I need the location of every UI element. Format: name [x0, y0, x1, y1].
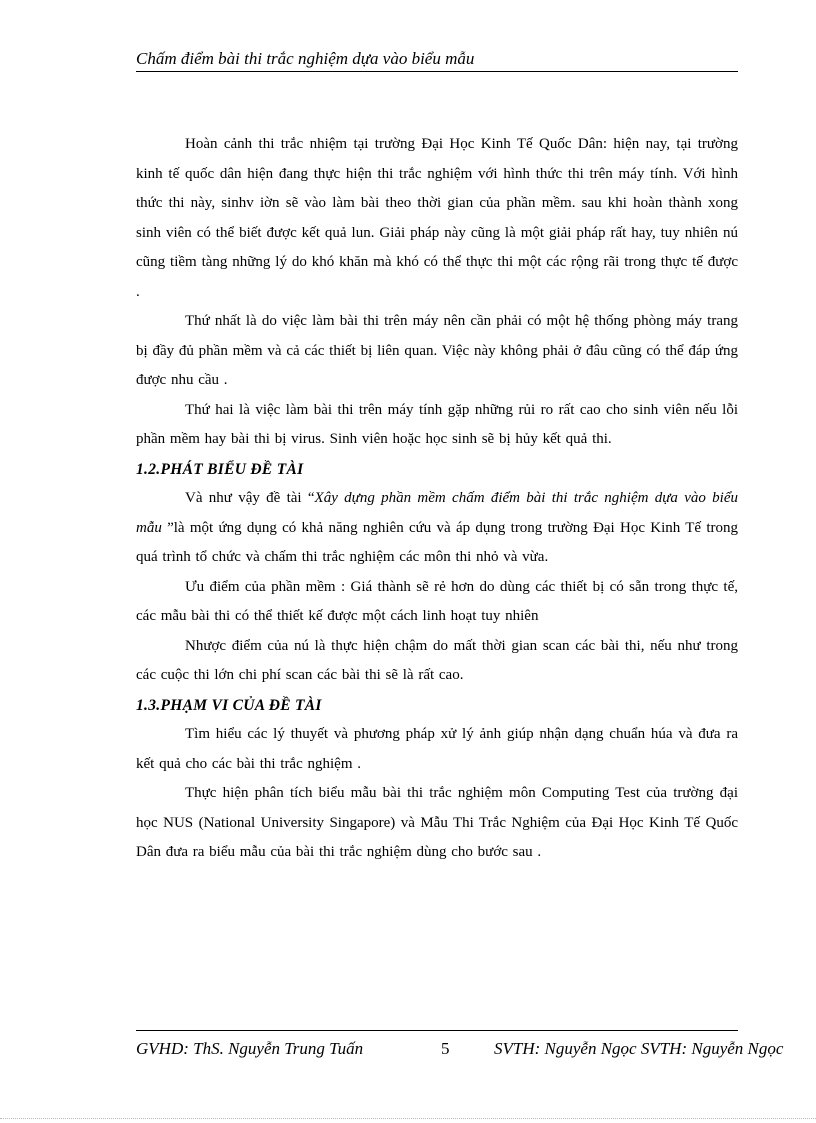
topic-intro: Và như vậy đề tài “: [185, 490, 315, 506]
paragraph-advantages: Ưu điểm của phần mềm : Giá thành sẽ rẻ hơn do dùng các thiết bị có sẵn trong thực tế, các mẫu bài thi có thể thiết kế được một cách linh hoạt tuy nhiên: [136, 578, 738, 624]
header-title: Chấm điểm bài thi trắc nghiệm dựa vào biểu mẫu: [136, 49, 475, 68]
footer-student: SVTH: Nguyễn Ngọc SVTH: Nguyễn Ngọc: [494, 1039, 784, 1058]
document-body: [136, 130, 738, 868]
page-header: [136, 48, 738, 72]
section-heading-problem-statement: 1.2.PHÁT BIỂU ĐỀ TÀI: [136, 460, 304, 478]
paragraph-topic: [136, 484, 738, 573]
page-bottom-dotted-line: [0, 1118, 816, 1119]
paragraph-scope-analysis: Thực hiện phân tích biểu mẫu bài thi trắc nghiệm môn Computing Test của trường đại học NUS (National University Singapore) và Mẫu Thi Trắc Nghiệm của Đại Học Kinh Tế Quốc Dân đưa ra biểu mẫu của bài thi trắc nghiệm dùng cho bước sau .: [136, 785, 738, 860]
paragraph-context: Hoàn cảnh thi trắc nhiệm tại trường Đại Học Kinh Tế Quốc Dân: hiện nay, tại trường kinh tế quốc dân hiện đang thực hiện thi trắc nghiệm với hình thức thi trên máy tính. Với hình thức thi này, sinhv iờn sẽ vào làm bài theo thời gian của phần mềm. sau khi hoàn thành xong sinh viên có thể biết được kết quả lun. Giải pháp này cũng là một giải pháp rất hay, tuy nhiên nú cũng tiềm tàng những lý do khó khăn mà khó có thể thực thi một các rộng rãi trong thực tế được .: [136, 136, 738, 300]
footer-advisor: GVHD: ThS. Nguyễn Trung Tuấn: [136, 1039, 364, 1058]
topic-title: Xây dựng phần mềm chấm điểm bài thi trắc nghiệm dựa vào biểu mẫu: [136, 490, 738, 536]
footer-divider: [136, 1030, 738, 1031]
paragraph-scope-theory: Tìm hiểu các lý thuyết và phương pháp xử lý ảnh giúp nhận dạng chuẩn húa và đưa ra kết quả cho các bài thi trắc nghiệm .: [136, 726, 738, 772]
page-number: 5: [441, 1039, 450, 1058]
paragraph-second-reason: Thứ hai là việc làm bài thi trên máy tính gặp những rủi ro rất cao cho sinh viên nếu lỗi phần mềm hay bài thi bị virus. Sinh viên hoặc học sinh sẽ bị hủy kết quả thi.: [136, 401, 738, 447]
paragraph-first-reason: Thứ nhất là do việc làm bài thi trên máy nên cần phải có một hệ thống phòng máy trang bị đầy đủ phần mềm và cả các thiết bị liên quan. Việc này không phải ở đâu cũng có thể đáp ứng được nhu cầu .: [136, 313, 738, 388]
paragraph-disadvantages: Nhược điểm của nú là thực hiện chậm do mất thời gian scan các bài thi, nếu như trong các cuộc thi lớn chi phí scan các bài thi sẽ là rất cao.: [136, 637, 738, 683]
topic-description: ”là một ứng dụng có khả năng nghiên cứu và áp dụng trong trường Đại Học Kinh Tế trong quá trình tổ chức và chấm thi trắc nghiệm các môn thi nhỏ và vừa.: [136, 519, 738, 565]
section-heading-scope: 1.3.PHẠM VI CỦA ĐỀ TÀI: [136, 696, 322, 714]
